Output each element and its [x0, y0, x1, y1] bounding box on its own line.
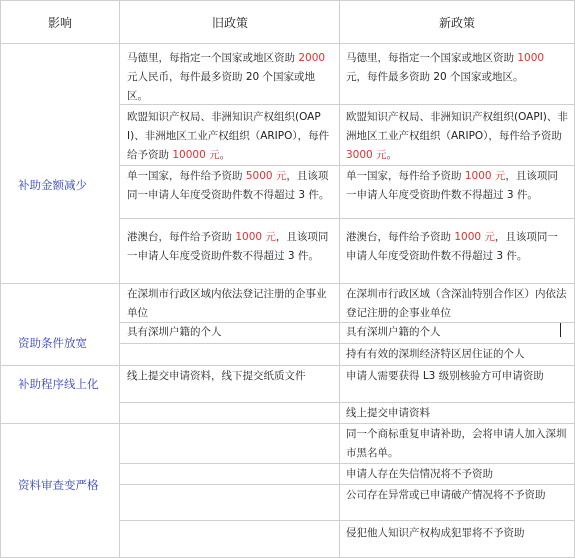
cell-text: 线上提交申请资料	[346, 407, 430, 419]
new-policy-cell	[346, 425, 568, 463]
new-policy-cell	[346, 49, 568, 87]
cell-text: 单一国家，每件给予资助	[346, 170, 465, 182]
category-subsidy-reduced: 补助金额减少	[18, 178, 87, 192]
cell-text: 申请人需要获得 L3 级别核验方可申请资助	[346, 370, 544, 382]
cell-text: 。	[386, 149, 398, 161]
cell-text: 马德里，每指定一个国家或地区资助	[127, 52, 299, 64]
cell-text: 元人民币，每件最多资助 20 个国家或地区。	[127, 71, 316, 102]
highlight-amount: 1000	[517, 52, 545, 64]
new-policy-cell	[346, 345, 568, 364]
category-review-stricter: 资料审查变严格	[18, 478, 99, 492]
cell-text: 持有有效的深圳经济特区居住证的个人	[346, 348, 525, 360]
cell-text: ，且该项同一申请人年度受资助件数不得超过 3 件。	[346, 170, 558, 201]
cell-text: 具有深圳户籍的个人	[127, 326, 222, 338]
old-policy-cell	[127, 285, 335, 323]
highlight-amount: 1000 元	[464, 170, 506, 182]
category-conditions-relaxed: 资助条件放宽	[18, 336, 87, 350]
cell-text: ，且该项同一申请人年度受资助件数不得超过 3 件。	[346, 231, 558, 262]
cell-text: 欧盟知识产权局、非洲知识产权组织(OAPI)、非洲地区工业产权组织（ARIPO），每件给予资助	[346, 111, 568, 142]
highlight-amount: 5000 元	[245, 170, 287, 182]
cell-text: 申请人存在失信情况将不予资助	[346, 468, 493, 480]
old-policy-cell	[127, 49, 335, 106]
highlight-amount: 1000 元	[454, 231, 495, 243]
highlight-amount: 1000 元	[235, 231, 276, 243]
old-policy-cell	[127, 228, 335, 266]
cell-text: 线上提交申请资料，线下提交纸质文件	[127, 370, 306, 382]
old-policy-cell	[127, 108, 335, 165]
cell-text: 马德里，每指定一个国家或地区资助	[346, 52, 518, 64]
header-impact: 影响	[47, 16, 72, 30]
highlight-amount: 10000 元	[172, 149, 220, 161]
old-policy-cell	[127, 367, 335, 386]
cell-text: 。	[219, 149, 231, 161]
cell-text: 港澳台，每件给予资助	[127, 231, 236, 243]
cell-text: 港澳台，每件给予资助	[346, 231, 455, 243]
cell-text: 公司存在异常或已申请破产情况将不予资助	[346, 489, 546, 501]
cell-text: ，且该项同一申请人年度受资助件数不得超过 3 件。	[127, 231, 329, 262]
cell-text: 侵犯他人知识产权构成犯罪将不予资助	[346, 527, 525, 539]
category-process-online: 补助程序线上化	[18, 377, 99, 391]
new-policy-cell	[346, 404, 568, 423]
old-policy-cell	[127, 323, 335, 342]
text-cursor	[560, 323, 561, 337]
new-policy-cell	[346, 323, 568, 342]
cell-text: ，且该项同一申请人年度受资助件数不得超过 3 件。	[127, 170, 330, 201]
new-policy-cell	[346, 108, 568, 165]
cell-text: 单一国家，每件给予资助	[127, 170, 246, 182]
new-policy-cell	[346, 524, 568, 543]
new-policy-cell	[346, 465, 568, 484]
cell-text: 具有深圳户籍的个人	[346, 326, 441, 338]
cell-text: 元，每件最多资助 20 个国家或地区。	[346, 71, 524, 83]
cell-text: 欧盟知识产权局、非洲知识产权组织(OAPI)、非洲地区工业产权组织（ARIPO），每件给予资助	[127, 111, 330, 161]
cell-text: 在深圳市行政区域内依法登记注册的企事业单位	[127, 288, 327, 319]
old-policy-cell	[127, 167, 335, 205]
cell-text: 在深圳市行政区域（含深汕特别合作区）内依法登记注册的企事业单位	[346, 288, 567, 319]
header-old-policy: 旧政策	[211, 16, 248, 30]
new-policy-cell	[346, 285, 568, 323]
new-policy-cell	[346, 228, 568, 266]
new-policy-cell	[346, 367, 568, 386]
cell-text: 同一个商标重复申请补助，会将申请人加入深圳市黑名单。	[346, 428, 567, 459]
highlight-amount: 3000 元	[346, 149, 387, 161]
new-policy-cell	[346, 486, 568, 505]
new-policy-cell	[346, 167, 568, 205]
highlight-amount: 2000	[298, 52, 326, 64]
header-new-policy: 新政策	[438, 16, 475, 30]
